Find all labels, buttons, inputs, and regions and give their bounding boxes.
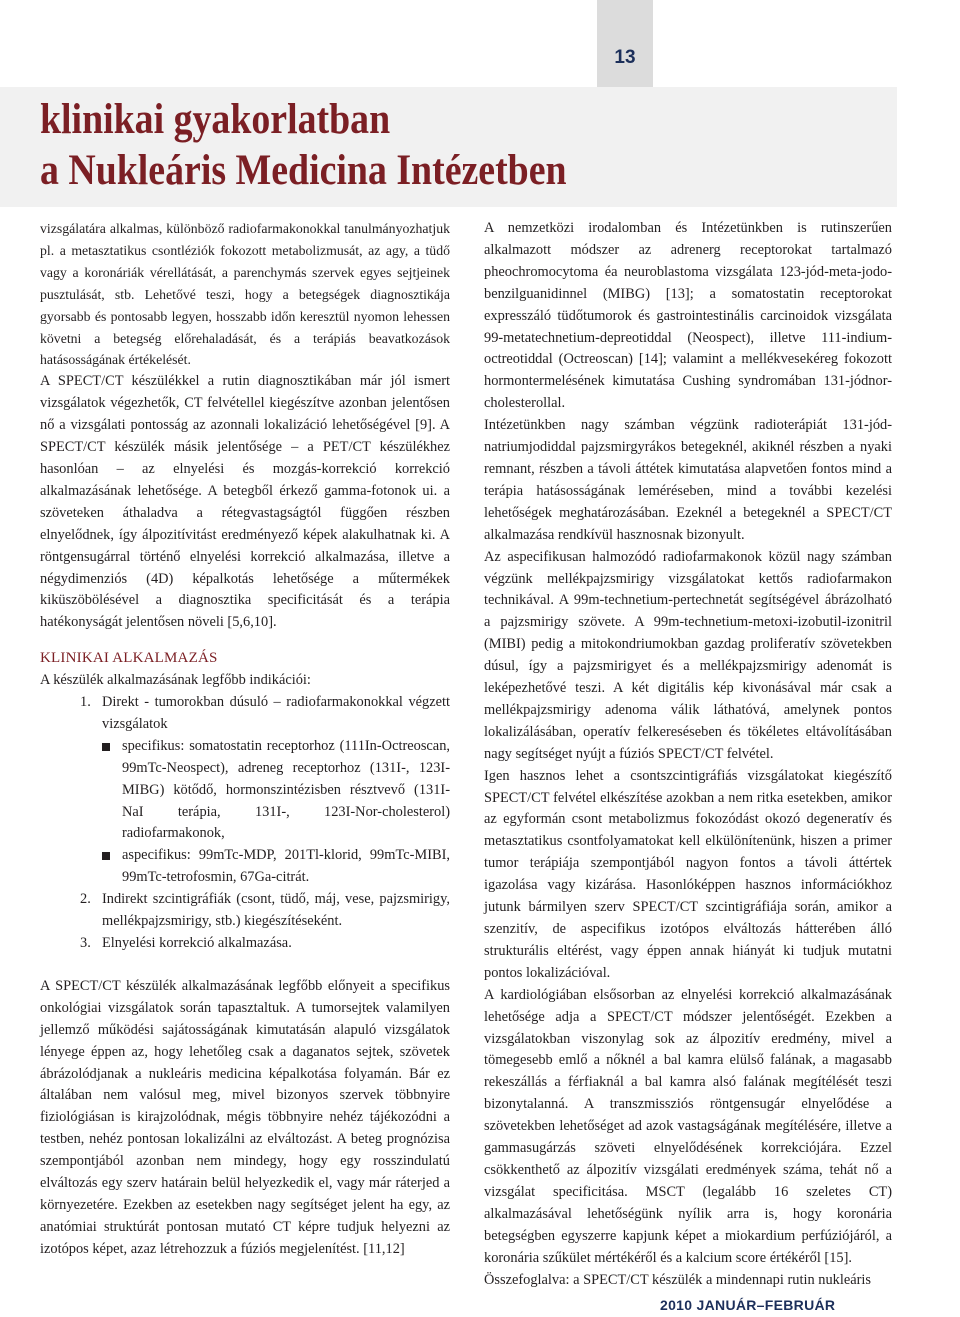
paragraph: A SPECT/CT készülékkel a rutin diagnosztikában már jól ismert vizsgálatok végezhetők, CT felvétellel kiegészítve azonban jelentősen nő a vizsgálati pontosság az azonnali lokalizáció lehetőségével [9]. A SPECT/CT készülék másik jelentősége – a PET/CT készülékhez hasonlóan – az elnyelési és mozgás-korrekció korrekció alkalmazásának lehetősége. A betegből érkező gamma-fotonok ui. a szöveteken áthaladva a rétegvastagságtól függően részben elnyelődnek, így álpozitívitást eredményező képek alakulhatnak ki. A röntgensugárral történő elnyelési korrekció alkalmazása, illetve a négydimenziós (4D) képalkotás lehetősége a műtermékek kiküszöbölésével a diagnosztika specificitását és a terápia hatékonyságát jelentősen növeli [5,6,10].: [40, 373, 450, 631]
title-line-2: a Nukleáris Medicina Intézetben: [40, 147, 567, 194]
paragraph: A kardiológiában elsősorban az elnyelési korrekció alkalmazásának lehetősége adja a SPECT/CT módszer jelentőségét. Ezekben a vizsgálatokban viszonylag sok az álpozitív eredmény, mivel a tömegesebb emlő a nőknél a bal kamra elülső falának, a magasabb rekeszállás a férfiaknál a bal kamra alsó falának megítélését teszi bizonytalanná. A transzmissziós röntgensugár elnyelődése a szövetekben lehetőséget ad azok vastagságának megítélésére, illetve a gammasugárzás szöveti elnyelődésének korrekciójára. Ezzel csökkenthető az álpozitív vizsgálati eredmények száma, tehát nő a vizsgálat specificitása. MSCT (legalább 16 szeletes CT) alkalmazásával lehetőségünk nyílik arra is, hogy koronária betegségben egyszerre kapjunk képet a miokardium perfúziójáról, a koronária szűkület mértékéről és a kalcium score értékéről [15].: [484, 986, 892, 1266]
paragraph: vizsgálatára alkalmas, különböző radiofarmakonokkal tanulmányozhatjuk pl. a metasztatikus csontléziók fokozott metabolizmusát, az agy, a tüdő vagy a koronáriák vérellátását, a parenchymás szervek egyes sejtjeinek pusztulását, stb. Lehetővé teszi, hogy a betegségek diagnosztikája gyorsabb és pontosabb legyen, hosszabb időn keresztül nyomon lehessen követni a betegség előrehaladását, és a terápiás beavatkozások hatásosságának értékelését.: [40, 221, 450, 368]
footer-issue-date: 2010 JANUÁR–FEBRUÁR: [660, 1297, 836, 1313]
spacer: [40, 955, 450, 976]
paragraph: Igen hasznos lehet a csontszcintigráfiás vizsgálatokat kiegészítő SPECT/CT felvétel elkészítése azokban a nem ritka esetekben, amikor az egyformán csont metabolizmus fokozódást okozó degeneratív és metasztatikus csontfolyamatokat kell elkülönítenünk, hiszen a primer tumor terápiája szempontjából nagyon fontos a távoli áttértek igazolása vagy kizárása. Hasonlóképpen hasznos információkhoz jutunk bármilyen szerv SPECT/CT szcintigráfiája során, amikor a szenzitív, de aspecifikus izotópos elváltozás hátterében álló strukturális eltérést, vagy éppen annak hiányát ki tudjuk mutatni pontos lokalizációval.: [484, 767, 892, 981]
title-line-1: klinikai gyakorlatban: [40, 96, 391, 143]
left-column: [40, 218, 450, 1261]
list-item-text: Elnyelési korrekció alkalmazása.: [102, 935, 292, 951]
indications-list: [40, 692, 450, 955]
square-bullet-icon: [102, 743, 110, 751]
list-item: [40, 889, 450, 933]
indications-intro: A készülék alkalmazásának legfőbb indikációi:: [40, 672, 311, 689]
paragraph: A nemzetközi irodalomban és Intézetünkben is rutinszerűen alkalmazott módszer az adrenerg receptorokat tartalmazó pheochromocytoma éa neuroblastoma vizsgálata 123-jód-meta-jodo-benzilguanidinnel (MIBG) [13]; a somatostatin receptorokat expresszáló tüdőtumorok és gastrointestinális carcinoidok vizsgálata 99-metatechnetium-depreotiddal (Neospect), illetve 111-indium-octreotiddal (Octreoscan) [14]; valamint a mellékvesekéreg fokozott hormontermelésének kimutatása Cushing syndromában 131-jódnor-cholesterollal.: [484, 220, 892, 412]
sub-list-item-text: aspecifikus: 99mTc-MDP, 201Tl-klorid, 99mTc-MIBI, 99mTc-tetrofosmin, 67Ga-citrát.: [122, 847, 450, 886]
page-number: 13: [597, 0, 653, 87]
list-item: [40, 692, 450, 736]
list-number: 1.: [80, 694, 91, 711]
list-number: 2.: [80, 891, 91, 908]
sub-list-item: [40, 736, 450, 846]
sub-list-item: [40, 845, 450, 889]
paragraph: Az aspecifikusan halmozódó radiofarmakonok közül nagy számban végzünk mellékpajzsmirigy vizsgálatokat kettős radiofarmakon technikával. A 99m-technetium-pertechnetát segítségével ábrázolható a pajzsmirigy szövete. A 99m-technetium-metoxi-izobutil-izonitril (MIBI) pedig a mitokondriumokban gazdag proliferatív szövetekben dúsul, így a pajzsmirigyet és a mellékpajzsmirigy adenomát is leképezhetővé teszi. A két digitális kép kivonásával már csak a mellékpajzsmirigy adenoma válik láthatóvá, amelynek pontos lokalizálásában, operatív felkereséseben és tökéletes eltávolításában nagy segítséget nyújt a fúziós SPECT/CT felvétel.: [484, 548, 892, 762]
paragraph: A SPECT/CT készülék alkalmazásának legfőbb előnyeit a specifikus onkológiai vizsgálatok során tapasztaltuk. A tumorsejtek valamilyen jellemző működési sajátosságának kimutatásán alapuló vizsgálatok lényege éppen az, hogy lehetőleg csak a daganatos sejtek, szövetek ábrázolódjanak a nukleáris medicina képalkotása folyamán. Bár ez általában nem valósul meg, mivel bizonyos szervek többnyire fiziológiásan is kirajzolódnak, mégis többnyire nehéz tájékozódni a testben, nehéz pontosan lokalizálni az elváltozást. A beteg prognózisa szempontjából azonban nem mindegy, hogy egy rosszindulatú elváltozás egy szerv határain belül helyezkedik el, vagy már ráterjed a környezetére. Ezekben az esetekben nagy segítséget jelent ha egy, az anatómiai struktúrát pontosan mutató CT képre tudjuk helyezni az izotópos képet, azaz létrehozzuk a fúziós megjelenítést. [11,12]: [40, 977, 450, 1257]
paragraph: Intézetünkben nagy számban végzünk radioterápiát 131-jód-natriumjodiddal pajzsmirgyrákos betegeknél, akiknél részben a nyaki remnant, részben a távoli áttétek kimutatása alapvetően fontos mind a terápia hatásosságának leméréseben, mind a további kezelési lehetőségek meghatározásában. Ezeknél a betegeknél a SPECT/CT alkalmazása rendkívül hasznosnak bizonyult.: [484, 417, 892, 543]
list-item-text: Direkt - tumorokban dúsuló – radiofarmakonokkal végzett vizsgálatok: [102, 694, 450, 732]
paragraph: Összefoglalva: a SPECT/CT készülék a mindennapi rutin nukleáris: [484, 1271, 872, 1288]
sub-list-item-text: specifikus: somatostatin receptorhoz (111In-Octreoscan, 99mTc-Neospect), adreneg receptorhoz (131I-, 123I-MIBG) kötődő, hormonszintézisben résztvevő (131I-NaI terápia, 131I-, 123I-Nor-cholesterol) radiofarmakonok,: [122, 737, 450, 842]
page-title: [40, 94, 567, 196]
square-bullet-icon: [102, 852, 110, 860]
list-number: 3.: [80, 935, 91, 951]
section-heading: KLINIKAI ALKALMAZÁS: [40, 650, 218, 667]
list-item: [40, 933, 450, 955]
right-column: [484, 218, 892, 1291]
list-item-text: Indirekt szcintigráfiák (csont, tüdő, máj, vese, pajzsmirigy, mellékpajzsmirigy, stb.) kiegészítéseként.: [102, 891, 450, 930]
